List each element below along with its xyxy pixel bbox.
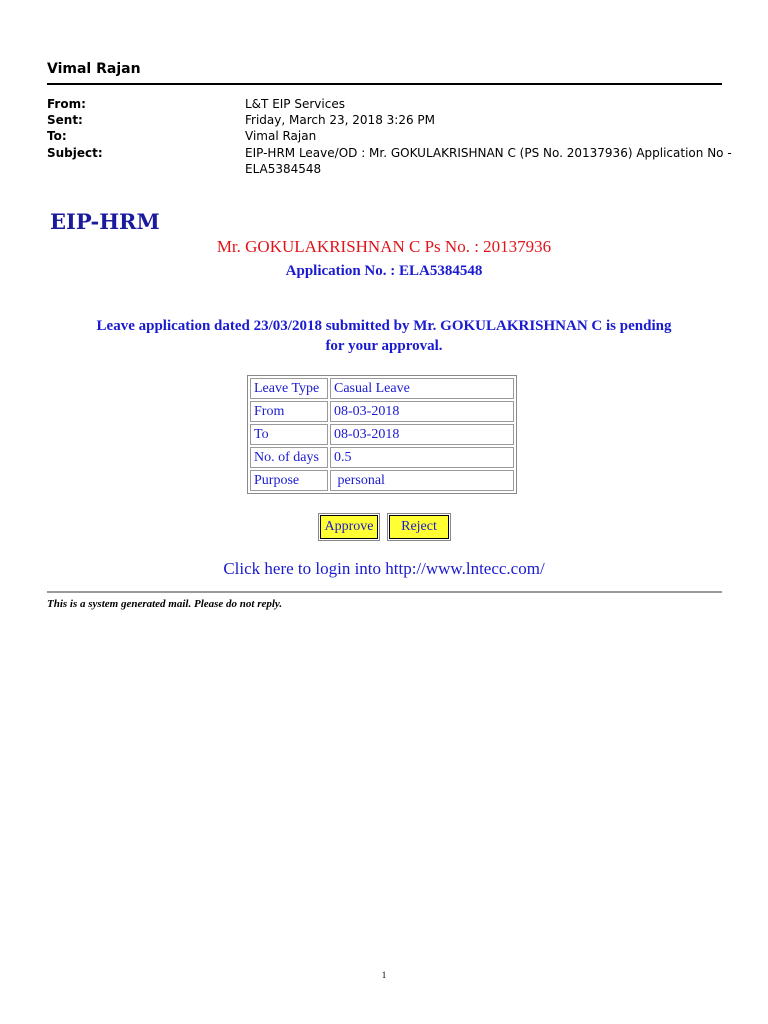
- subject-value-line1: EIP-HRM Leave/OD : Mr. GOKULAKRISHNAN C (PS No. 20137936) Application No -: [245, 146, 732, 160]
- leave-details-table: [247, 375, 517, 494]
- from-value: L&T EIP Services: [245, 97, 345, 111]
- approve-button[interactable]: Approve: [320, 515, 378, 539]
- subject-label: Subject:: [47, 146, 103, 160]
- to-date-value: 08-03-2018: [330, 424, 514, 445]
- table-row: [250, 378, 514, 399]
- to-label: To:: [47, 129, 67, 143]
- page-number: 1: [381, 970, 387, 980]
- message-line-1: Leave application dated 23/03/2018 submitted by Mr. GOKULAKRISHNAN C is pending: [96, 318, 672, 334]
- purpose-label: Purpose: [250, 470, 328, 491]
- leave-type-label: Leave Type: [250, 378, 328, 399]
- application-number-line: Application No. : ELA5384548: [285, 263, 483, 279]
- from-label: From:: [47, 97, 86, 111]
- mailbox-owner-name: Vimal Rajan: [47, 61, 141, 77]
- table-row: [250, 447, 514, 468]
- days-value: 0.5: [330, 447, 514, 468]
- header-divider: [47, 83, 722, 85]
- table-row: [250, 424, 514, 445]
- footer-divider: [47, 591, 722, 593]
- login-link[interactable]: Click here to login into http://www.lntecc.com/: [223, 559, 545, 578]
- email-title: EIP-HRM: [50, 209, 160, 234]
- leave-type-value: Casual Leave: [330, 378, 514, 399]
- sent-label: Sent:: [47, 113, 83, 127]
- purpose-value: personal: [330, 470, 514, 491]
- to-date-label: To: [250, 424, 328, 445]
- to-value: Vimal Rajan: [245, 129, 317, 143]
- message-line-2: for your approval.: [325, 338, 443, 354]
- pending-approval-message: [40, 316, 728, 356]
- sent-value: Friday, March 23, 2018 3:26 PM: [245, 113, 435, 127]
- subject-value-line2: ELA5384548: [245, 162, 322, 176]
- table-row: [250, 470, 514, 491]
- reject-button[interactable]: Reject: [389, 515, 449, 539]
- employee-line: Mr. GOKULAKRISHNAN C Ps No. : 20137936: [216, 237, 552, 256]
- days-label: No. of days: [250, 447, 328, 468]
- table-row: [250, 401, 514, 422]
- from-date-label: From: [250, 401, 328, 422]
- from-date-value: 08-03-2018: [330, 401, 514, 422]
- system-generated-note: This is a system generated mail. Please do not reply.: [47, 598, 283, 610]
